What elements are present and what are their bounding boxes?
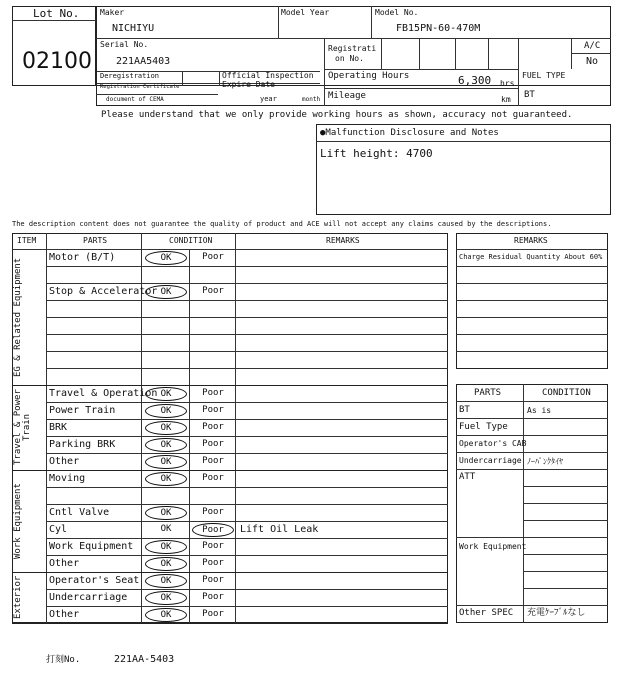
- group-label: EG & Related Equipment: [13, 257, 23, 377]
- model-year-label: Model Year: [281, 8, 330, 17]
- header-item: ITEM: [17, 236, 37, 245]
- rp-other-spec-label: Other SPEC: [459, 608, 514, 618]
- part-label: Other: [49, 558, 80, 569]
- deregistration-label: Deregistration: [100, 72, 160, 80]
- part-label: Stop & Accelerator: [49, 286, 158, 297]
- condition-poor: Poor: [202, 609, 224, 619]
- condition-poor: Poor: [202, 388, 224, 398]
- condition-poor: [192, 268, 234, 282]
- part-label: Work Equipment: [49, 541, 134, 552]
- part-label: Travel & Operation: [49, 388, 158, 399]
- rp-part-bt: BT: [459, 405, 470, 415]
- rp-value-undercarriage: ﾉｰﾊﾟﾝｸﾀｲﾔ: [527, 457, 563, 466]
- right-remarks-title: REMARKS: [514, 236, 548, 245]
- condition-poor: Poor: [202, 422, 224, 432]
- document-cema-label: document of CEMA: [106, 96, 164, 103]
- rp-att-label: ATT: [459, 472, 476, 482]
- disclaimer-text: The description content does not guarantee the quality of product and ACE will not accept any claims caused by the descriptions.: [12, 220, 552, 228]
- part-label: BRK: [49, 422, 68, 433]
- fuel-type-label: FUEL TYPE: [522, 71, 566, 80]
- condition-poor: [192, 370, 234, 384]
- part-label: Moving: [49, 473, 86, 484]
- notice-text: Please understand that we only provide working hours as shown, accuracy not guaranteed.: [101, 110, 573, 120]
- condition-ok: OK: [145, 387, 187, 401]
- rp-part-fuel: Fuel Type: [459, 422, 508, 432]
- lot-no-value: 02100: [22, 49, 92, 74]
- condition-poor: Poor: [202, 473, 224, 483]
- registration-label-1: Registrati: [328, 44, 377, 53]
- fuel-type-value: BT: [524, 90, 535, 100]
- registration-certificate-label: Registration Certificate: [100, 84, 180, 90]
- condition-ok: OK: [160, 524, 172, 534]
- operating-hours-value: 6,300: [458, 74, 492, 87]
- serial-no-value: 221AA5403: [116, 56, 171, 67]
- part-label: Other: [49, 609, 80, 620]
- condition-poor: Poor: [202, 592, 224, 602]
- part-label: Motor (B/T): [49, 252, 116, 263]
- serial-no-label: Serial No.: [100, 40, 149, 49]
- part-label: Operator's Seat: [49, 575, 140, 586]
- condition-ok: OK: [145, 251, 187, 265]
- condition-poor: [192, 302, 234, 316]
- part-label: Cyl: [49, 524, 68, 535]
- right-remark-line: Charge Residual Quantity About 60%: [459, 253, 603, 261]
- rp-part-undercarriage: Undercarriage: [459, 456, 522, 465]
- right-parts-header: PARTS: [474, 388, 502, 398]
- year-label: year: [260, 95, 277, 103]
- condition-ok: [145, 268, 187, 282]
- condition-poor: [192, 353, 234, 367]
- condition-poor: [192, 489, 234, 503]
- hrs-unit: hrs: [500, 79, 515, 88]
- footer-label: 打刻No.: [46, 655, 81, 665]
- condition-ok: OK: [145, 591, 187, 605]
- condition-ok: [145, 319, 187, 333]
- rp-value-bt: As is: [527, 406, 552, 415]
- condition-ok: OK: [145, 438, 187, 452]
- right-condition-header: CONDITION: [542, 388, 591, 398]
- group-label: Travel & Power Train: [13, 389, 32, 466]
- condition-ok: [145, 353, 187, 367]
- condition-poor: Poor: [202, 541, 224, 551]
- condition-poor: Poor: [192, 523, 234, 537]
- condition-ok: OK: [145, 574, 187, 588]
- month-label: month: [302, 96, 321, 103]
- condition-poor: Poor: [202, 286, 224, 296]
- official-inspection-label-2: Expire Date: [222, 80, 275, 89]
- condition-ok: OK: [145, 506, 187, 520]
- mileage-label: Mileage: [328, 91, 366, 101]
- condition-ok: OK: [145, 455, 187, 469]
- km-unit: km: [501, 95, 511, 104]
- condition-ok: OK: [145, 285, 187, 299]
- condition-ok: OK: [145, 421, 187, 435]
- footer-value: 221AA-5403: [114, 654, 175, 665]
- condition-ok: OK: [145, 472, 187, 486]
- part-label: Cntl Valve: [49, 507, 110, 518]
- group-label: Exterior: [13, 575, 23, 620]
- condition-ok: OK: [145, 404, 187, 418]
- condition-poor: Poor: [202, 558, 224, 568]
- group-label: Work Equipment: [13, 483, 23, 559]
- rp-part-cab: Operator's CAB: [459, 439, 527, 448]
- rp-work-equipment-label: Work Equipment: [459, 542, 527, 551]
- condition-ok: OK: [145, 557, 187, 571]
- ac-value: No: [586, 56, 599, 67]
- condition-ok: [145, 302, 187, 316]
- condition-ok: OK: [145, 608, 187, 622]
- condition-poor: Poor: [202, 456, 224, 466]
- condition-ok: [145, 336, 187, 350]
- condition-poor: Poor: [202, 507, 224, 517]
- condition-poor: Poor: [202, 575, 224, 585]
- operating-hours-label: Operating Hours: [328, 71, 410, 81]
- header-condition: CONDITION: [169, 236, 213, 245]
- maker-label: Maker: [100, 8, 125, 17]
- part-label: Undercarriage: [49, 592, 128, 603]
- model-no-label: Model No.: [375, 8, 419, 17]
- model-no-value: FB15PN-60-470M: [396, 23, 481, 34]
- condition-poor: Poor: [202, 439, 224, 449]
- part-label: Power Train: [49, 405, 116, 416]
- condition-poor: [192, 319, 234, 333]
- official-inspection-label-1: Official Inspection: [222, 71, 314, 80]
- malfunction-title: ●Malfunction Disclosure and Notes: [320, 128, 499, 138]
- part-label: Parking BRK: [49, 439, 116, 450]
- registration-label-2: on No.: [335, 54, 364, 63]
- row-remark: Lift Oil Leak: [240, 524, 319, 535]
- ac-label: A/C: [584, 41, 601, 51]
- condition-poor: Poor: [202, 252, 224, 262]
- maker-value: NICHIYU: [112, 23, 155, 34]
- condition-poor: [192, 336, 234, 350]
- condition-ok: [145, 370, 187, 384]
- condition-ok: OK: [145, 540, 187, 554]
- part-label: Other: [49, 456, 80, 467]
- condition-poor: Poor: [202, 405, 224, 415]
- rp-other-spec-value: 充電ｹｰﾌﾞﾙなし: [527, 608, 586, 618]
- header-remarks: REMARKS: [326, 236, 360, 245]
- condition-ok: [145, 489, 187, 503]
- malfunction-body: Lift height: 4700: [320, 147, 433, 160]
- lot-no-label: Lot No.: [33, 7, 80, 20]
- header-parts: PARTS: [83, 236, 108, 245]
